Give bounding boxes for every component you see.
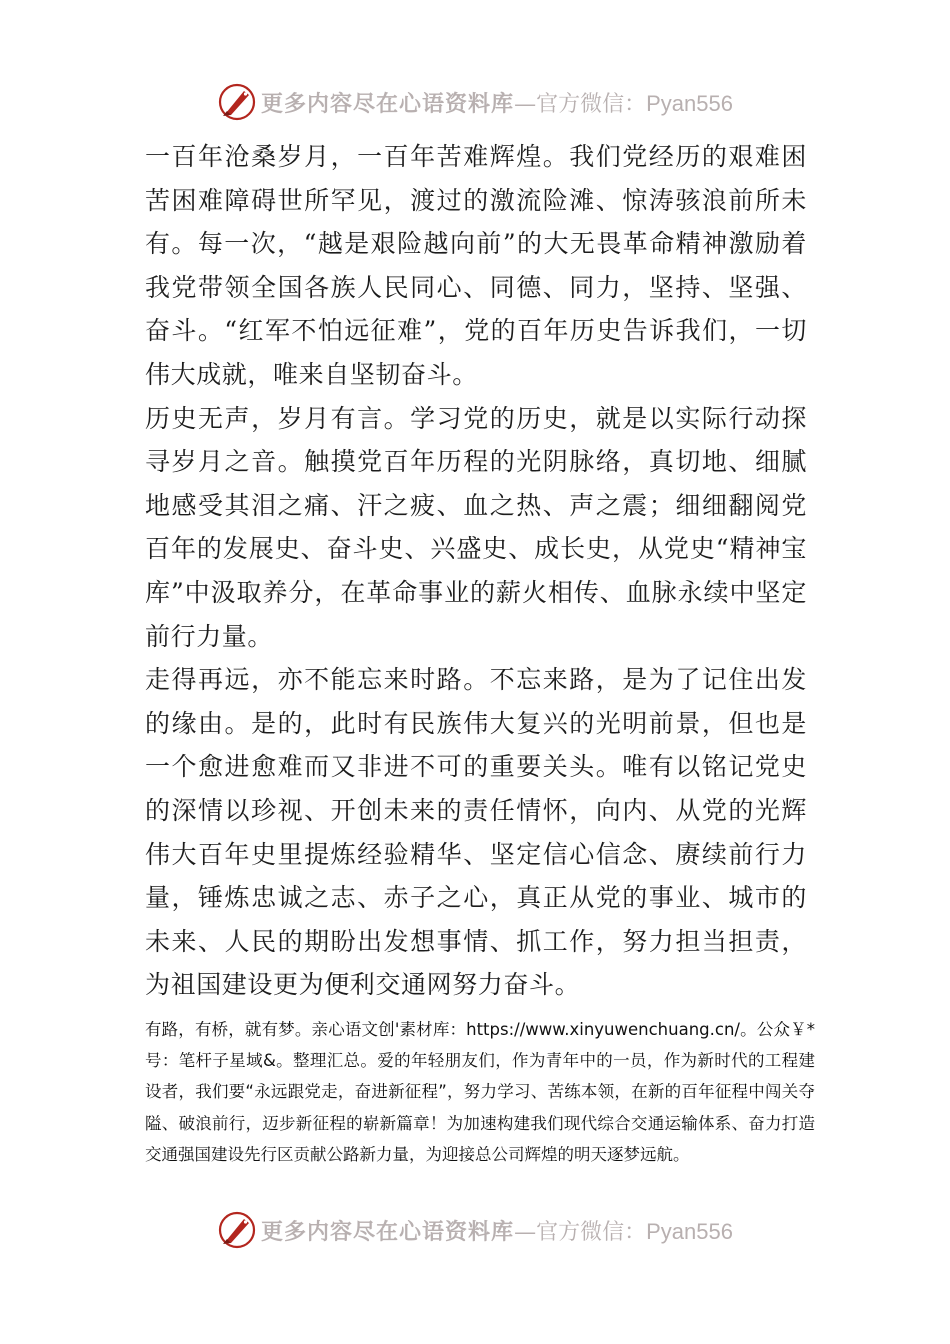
header-separator: —官方微信： [514,91,647,117]
page-header-watermark [0,78,950,126]
header-title-cn: 更多内容尽在心语资料库 [261,90,515,117]
paragraph-3: 走得再远，亦不能忘来时路。不忘来路，是为了记住出发的缘由。是的，此时有民族伟大复兴的光明前景，但也是一个愈进愈难而又非进不可的重要关头。唯有以铭记党史的深情以珍视、开创未来的责任情怀，向内、从党的光辉伟大百年史里提炼经验精华、坚定信心信念、赓续前行力量，锤炼忠诚之志、赤子之心，真正从党的事业、城市的未来、人民的期盼出发想事情、抓工作，努力担当担责，为祖国建设更为便利交通网努力奋斗。 [145,665,807,1000]
closing-paragraph: 有路，有桥，就有梦。亲心语文创'素材库：https://www.xinyuwenchuang.cn/。公众￥*号：笔杆子星域&。整理汇总。爱的年轻朋友们，作为青年中的一员，作为新时代的工程建设者，我们要“永远跟党走，奋进新征程”，努力学习、苦练本领，在新的百年征程中闯关夺隘、破浪前行，迈步新征程的崭新篇章！为加速构建我们现代综合交通运输体系、奋力打造交通强国建设先行区贡献公路新力量，为迎接总公司辉煌的明天逐梦远航。 [145,1020,815,1164]
footer-title-cn: 更多内容尽在心语资料库 [261,1218,515,1245]
pen-nib-circle-icon [217,82,257,122]
footer-separator: —官方微信： [514,1219,647,1245]
paragraph-1: 一百年沧桑岁月，一百年苦难辉煌。我们党经历的艰难困苦困难障碍世所罕见，渡过的激流险滩、惊涛骇浪前所未有。每一次，“越是艰险越向前”的大无畏革命精神激励着我党带领全国各族人民同心、同德、同力，坚持、坚强、奋斗。“红军不怕远征难”，党的百年历史告诉我们，一切伟大成就，唯来自坚韧奋斗。 [145,142,807,389]
paragraph-2: 历史无声，岁月有言。学习党的历史，就是以实际行动探寻岁月之音。触摸党百年历程的光阴脉络，真切地、细腻地感受其泪之痛、汗之疲、血之热、声之震；细细翻阅党百年的发展史、奋斗史、兴盛史、成长史，从党史“精神宝库”中汲取养分，在革命事业的薪火相传、血脉永续中坚定前行力量。 [145,403,807,651]
pen-nib-circle-icon [217,1210,257,1250]
article-body [145,135,807,1007]
closing-section [145,1014,815,1170]
page-footer-watermark [0,1206,950,1254]
header-wechat-id: Pyan556 [646,90,733,116]
footer-wechat-id: Pyan556 [646,1218,733,1244]
